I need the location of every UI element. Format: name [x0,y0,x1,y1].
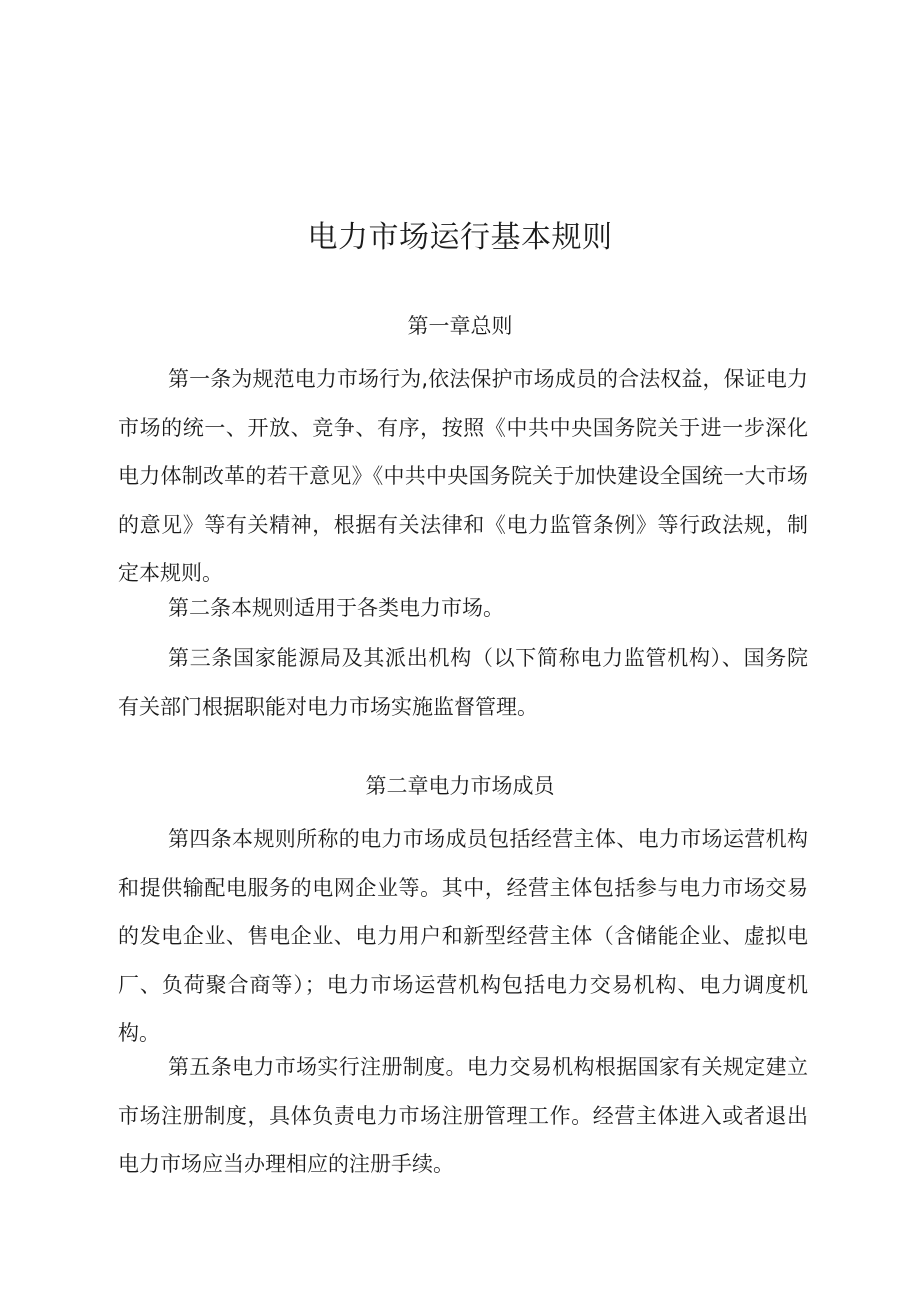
article-1: 第一条为规范电力市场行为,依法保护市场成员的合法权益，保证电力市场的统一、开放、竞争、有序，按照《中共中央国务院关于进一步深化电力体制改革的若干意见》《中共中央国务院关于加快建设全国统一大市场的意见》等有关精神，根据有关法律和《电力监管条例》等行政法规，制定本规则。 [118,367,808,585]
chapter-heading-2: 第二章电力市场成员 [365,774,555,798]
article-4: 第四条本规则所称的电力市场成员包括经营主体、电力市场运营机构和提供输配电服务的电网企业等。其中，经营主体包括参与电力市场交易的发电企业、售电企业、电力用户和新型经营主体（含储能企业、虚拟电厂、负荷聚合商等）；电力市场运营机构包括电力交易机构、电力调度机构。 [118,827,808,1045]
article-2: 第二条本规则适用于各类电力市场。 [168,596,504,620]
chapter-heading-1: 第一章总则 [407,314,513,338]
document-title: 电力市场运行基本规则 [307,220,613,255]
article-5: 第五条电力市场实行注册制度。电力交易机构根据国家有关规定建立市场注册制度，具体负责电力市场注册管理工作。经营主体进入或者退出电力市场应当办理相应的注册手续。 [118,1055,808,1176]
article-3: 第三条国家能源局及其派出机构（以下简称电力监管机构）、国务院有关部门根据职能对电力市场实施监督管理。 [118,646,808,719]
